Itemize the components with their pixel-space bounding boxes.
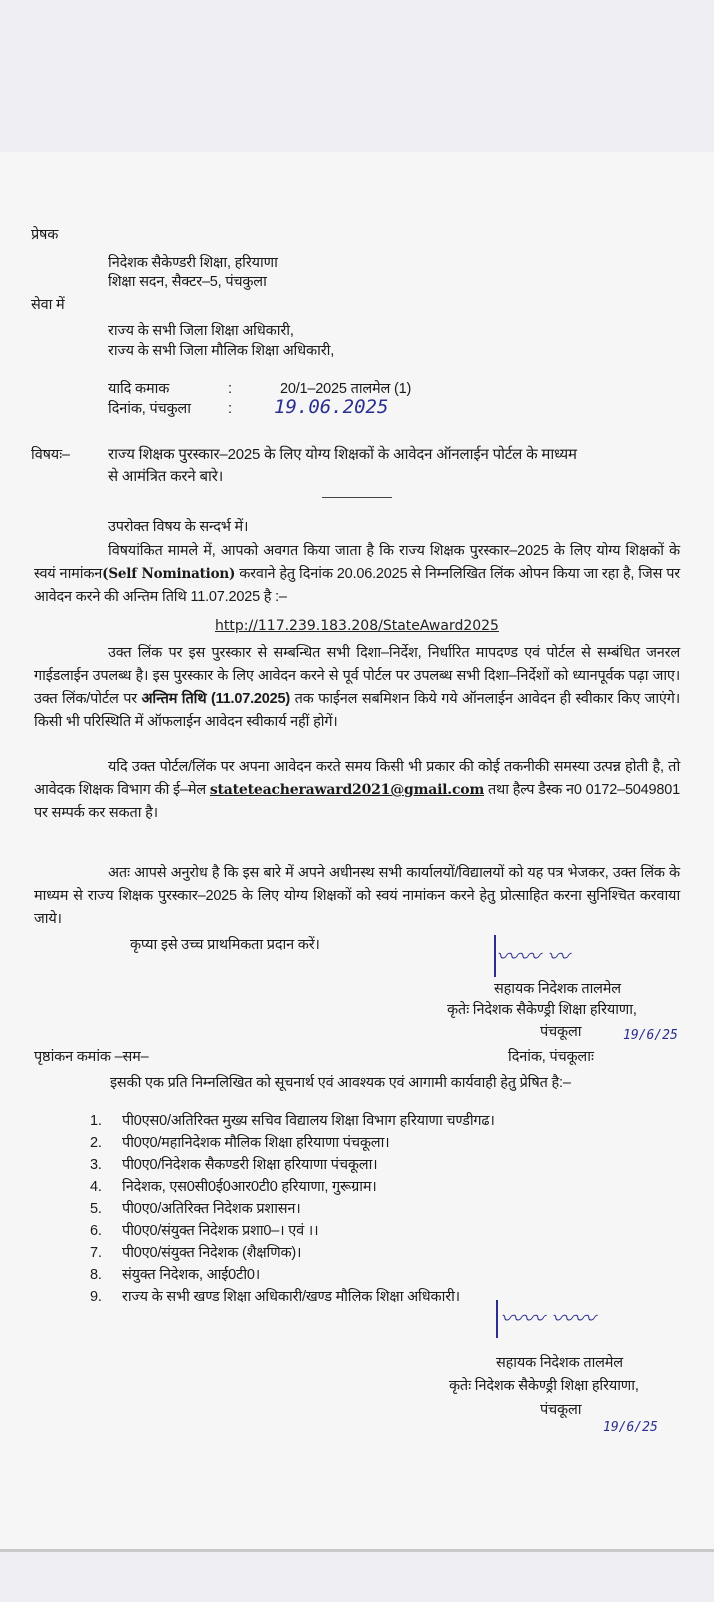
copy-to-list [90, 1110, 495, 1308]
signature-mark-2 [496, 1300, 498, 1338]
copy-to-item: 7. पी0ए0/संयुक्त निदेशक (शैक्षणिक)। [90, 1245, 302, 1261]
paragraph-3 [34, 756, 680, 825]
subject-divider [322, 497, 392, 498]
signatory-place-2: पंचकूला [540, 1402, 582, 1418]
signature-date-2: 19/6/25 [603, 1420, 658, 1435]
copy-to-item: 2. पी0ए0/महानिदेशक मौलिक शिक्षा हरियाणा पंचकूला। [90, 1135, 390, 1151]
paragraph-3-text-b: तथा हैल्प डैस्क न0 0172–5049801 पर सम्पर्क कर सकता है। [34, 782, 680, 821]
paragraph-1 [34, 540, 680, 609]
recipient-label: सेवा में [31, 297, 65, 313]
sender-label: प्रेषक [31, 227, 59, 243]
date-label: दिनांक, पंचकुला [108, 401, 191, 417]
paragraph-1-text-a: विषयांकित मामले में, आपको अवगत किया जाता है कि राज्य शिक्षक पुरस्कार–2025 के लिए योग्य शिक्षकों के स्वयं नामांकन [34, 543, 680, 582]
self-nomination-term: (Self Nomination) [102, 566, 236, 582]
signatory-place-1: पंचकूला [540, 1024, 582, 1040]
recipient-line-1: राज्य के सभी जिला शिक्षा अधिकारी, [108, 323, 294, 339]
date-separator: : [228, 401, 232, 417]
sender-line-2: शिक्षा सदन, सैक्टर–5, पंचकुला [108, 274, 267, 290]
subject-line-1: राज्य शिक्षक पुरस्कार–2025 के लिए योग्य शिक्षकों के आवेदन ऑनलाईन पोर्टल के माध्यम [108, 446, 577, 463]
endorsement-intro: इसकी एक प्रति निम्नलिखित को सूचनार्थ एवं आवश्यक एवं आगामी कार्यवाही हेतु प्रेषित है:– [110, 1075, 571, 1091]
memo-label: यादि कमाक [108, 381, 170, 397]
sender-line-1: निदेशक सैकेण्डरी शिक्षा, हरियाणा [108, 255, 278, 271]
support-email-link[interactable]: stateteacheraward2021@gmail.com [209, 782, 485, 798]
paragraph-2-text-a: उक्त लिंक पर इस पुरस्कार से सम्बन्धित सभी दिशा–निर्देश, निर्धारित मापदण्ड एवं पोर्टल से सम्बंधित जनरल गाईडलाईन उपलब्ध है। इस पुरस्कार के लिए आवेदन करने से पूर्व पोर्टल पर उपलब्ध सभी दिशा–निर्देशों को ध्यानपूर्वक पढ़ा जाए। उक्त लिंक/पोर्टल पर [34, 645, 680, 707]
subject-line-2: से आमंत्रित करने बारे। [108, 468, 224, 485]
copy-to-item: 5. पी0ए0/अतिरिक्त निदेशक प्रशासन। [90, 1201, 301, 1217]
paragraph-4 [34, 862, 680, 931]
paragraph-4-text: अतः आपसे अनुरोध है कि इस बारे में अपने अधीनस्थ सभी कार्यालयों/विद्यालयों को यह पत्र भेजकर, उक्त लिंक के माध्यम से राज्य शिक्षक पुरस्कार–2025 के लिए योग्य शिक्षकों को स्वयं नामांकन करने हेतु प्रोत्साहित करना सुनिश्चित करवाया जाये। [34, 865, 680, 927]
last-date-highlight: अन्तिम तिथि (11.07.2025) [141, 691, 290, 707]
signatory-designation-2: सहायक निदेशक तालमेल [496, 1355, 623, 1371]
paragraph-2 [34, 642, 680, 734]
viewer-top-area [0, 0, 714, 152]
copy-to-item: 9. राज्य के सभी खण्ड शिक्षा अधिकारी/खण्ड मौलिक शिक्षा अधिकारी। [90, 1289, 460, 1305]
viewer-bottom-area [0, 1549, 714, 1602]
letter-page [0, 152, 714, 1549]
endorsement-date-label: दिनांक, पंचकूलाः [508, 1049, 594, 1065]
priority-line: कृप्या इसे उच्च प्राथमिकता प्रदान करें। [130, 937, 320, 953]
portal-link-wrap [215, 617, 499, 635]
copy-to-item: 8. संयुक्त निदेशक, आई0टी0। [90, 1267, 261, 1283]
paragraph-2-text-b: तक फाईनल सबमिशन किये गये ऑनलाईन आवेदन ही स्वीकार किए जाएंगे। किसी भी परिस्थिति में ऑफलाईन आवेदन स्वीकार्य नहीं होगें। [34, 691, 680, 730]
recipient-line-2: राज्य के सभी जिला मौलिक शिक्षा अधिकारी, [108, 343, 335, 359]
endorsement-memo-label: पृष्ठांकन कमांक –सम– [34, 1049, 149, 1065]
memo-number: 20/1–2025 तालमेल (1) [280, 381, 412, 397]
copy-to-item: 1. पी0एस0/अतिरिक्त मुख्य सचिव विद्यालय शिक्षा विभाग हरियाणा चण्डीगढ। [90, 1113, 495, 1129]
signatory-on-behalf-2: कृतेः निदेशक सैकेण्ड्री शिक्षा हरियाणा, [449, 1378, 639, 1394]
signatory-on-behalf-1: कृतेः निदेशक सैकेण्ड्री शिक्षा हरियाणा, [447, 1002, 637, 1018]
subject-label: विषयः– [31, 447, 70, 463]
reference-line: उपरोक्त विषय के सन्दर्भ में। [108, 519, 249, 535]
handwritten-date: 19.06.2025 [274, 396, 389, 418]
signature-1: 〰〰 〰 [496, 945, 569, 970]
paragraph-1-text-b: करवाने हेतु दिनांक 20.06.2025 से निम्नलिखित लिंक ओपन किया जा रहा है, जिस पर आवेदन करने की अन्तिम तिथि 11.07.2025 है :– [34, 566, 680, 605]
copy-to-item: 6. पी0ए0/संयुक्त निदेशक प्रशा0–। एवं ।। [90, 1223, 319, 1239]
paragraph-3-text-a: यदि उक्त पोर्टल/लिंक पर अपना आवेदन करते समय किसी भी प्रकार की कोई तकनीकी समस्या उत्पन्न होती है, तो आवेदक शिक्षक विभाग की ई–मेल [34, 759, 680, 798]
copy-to-item: 4. निदेशक, एस0सी0ई0आर0टी0 हरियाणा, गुरूग्राम। [90, 1179, 377, 1195]
signatory-designation-1: सहायक निदेशक तालमेल [494, 981, 621, 997]
memo-separator: : [228, 381, 232, 397]
signature-date-1: 19/6/25 [623, 1028, 678, 1043]
copy-to-item: 3. पी0ए0/निदेशक सैकण्डरी शिक्षा हरियाणा पंचकूला। [90, 1157, 378, 1173]
signature-2: 〰〰 〰〰 [500, 1307, 595, 1332]
portal-link[interactable]: http://117.239.183.208/StateAward2025 [215, 618, 499, 634]
